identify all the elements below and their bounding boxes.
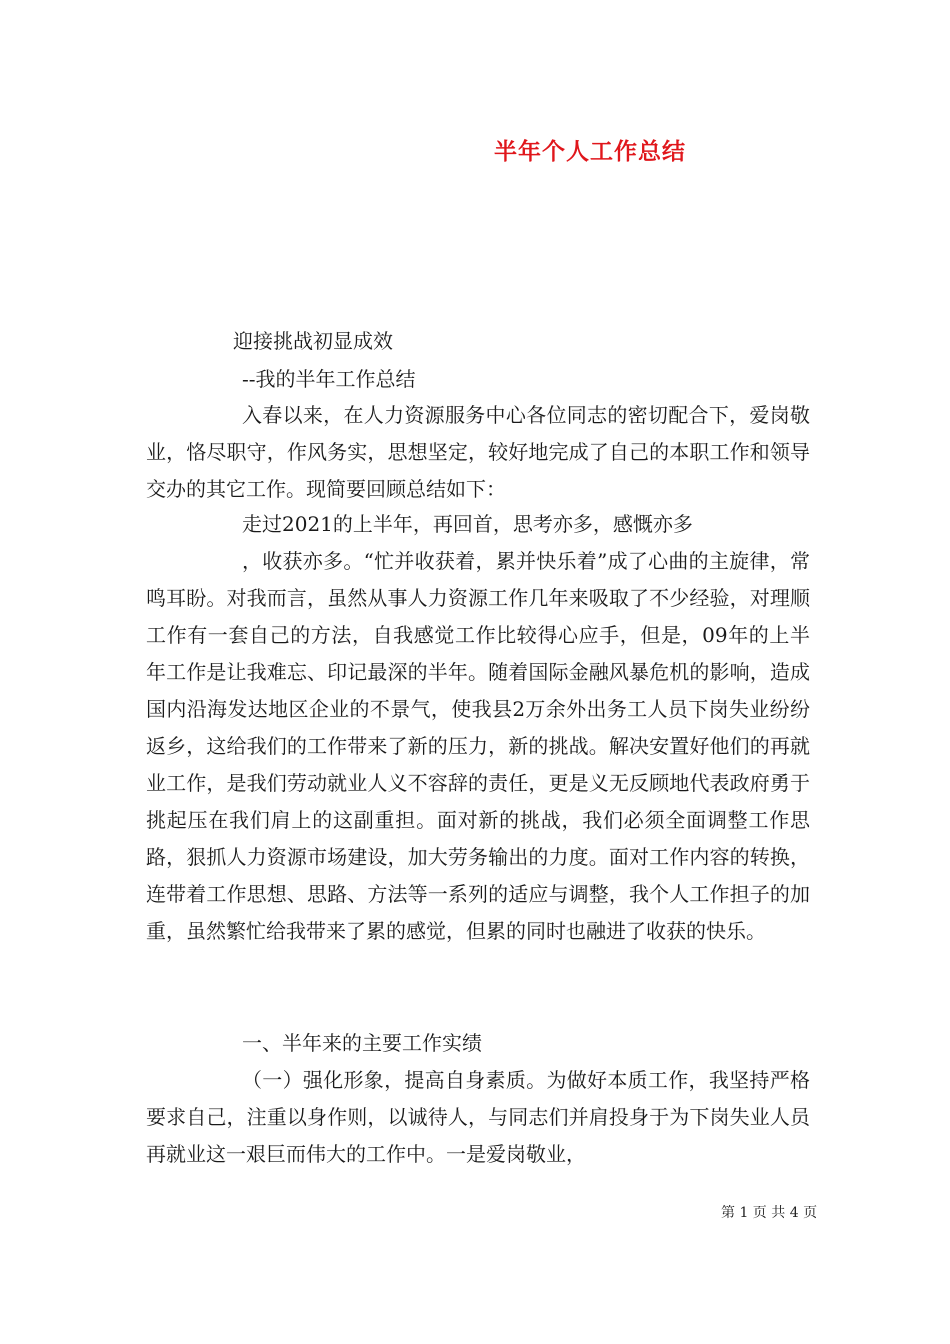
document-subtitle: 迎接挑战初显成效 bbox=[233, 329, 393, 353]
paragraph-review: ，收获亦多。“忙并收获着，累并快乐着”成了心曲的主旋律，常鸣耳盼。对我而言，虽然从事人力资源工作几年来吸取了不少经验，对理顺工作有一套自己的方法，自我感觉工作比较得心应手，但是，09年的上半年工作是让我难忘、印记最深的半年。随着国际金融风暴危机的影响，造成国内沿海发达地区企业的不景气，使我县2万余外出务工人员下岗失业纷纷返乡，这给我们的工作带来了新的压力，新的挑战。解决安置好他们的再就业工作，是我们劳动就业人义不容辞的责任，更是义无反顾地代表政府勇于挑起压在我们肩上的这副重担。面对新的挑战，我们必须全面调整工作思路，狠抓人力资源市场建设，加大劳务输出的力度。面对工作内容的转换，连带着工作思想、思路、方法等一系列的适应与调整，我个人工作担子的加重，虽然繁忙给我带来了累的感觉，但累的同时也融进了收获的快乐。 bbox=[146, 549, 810, 943]
document-title: 半年个人工作总结 bbox=[494, 139, 686, 165]
paragraph-review-first-line: 走过2021的上半年，再回首，思考亦多，感慨亦多 bbox=[242, 512, 693, 536]
page-footer: 第 1 页 共 4 页 bbox=[721, 1205, 818, 1221]
document-subtitle-secondary: --我的半年工作总结 bbox=[242, 367, 416, 391]
paragraph-intro: 入春以来，在人力资源服务中心各位同志的密切配合下，爱岗敬业，恪尽职守，作风务实，思想坚定，较好地完成了自己的本职工作和领导交办的其它工作。现简要回顾总结如下： bbox=[146, 403, 810, 501]
section-heading-achievements: 一、半年来的主要工作实绩 bbox=[242, 1031, 482, 1055]
paragraph-image-building: （一）强化形象，提高自身素质。为做好本质工作，我坚持严格要求自己，注重以身作则，以诚待人，与同志们并肩投身于为下岗失业人员再就业这一艰巨而伟大的工作中。一是爱岗敬业， bbox=[146, 1068, 810, 1166]
